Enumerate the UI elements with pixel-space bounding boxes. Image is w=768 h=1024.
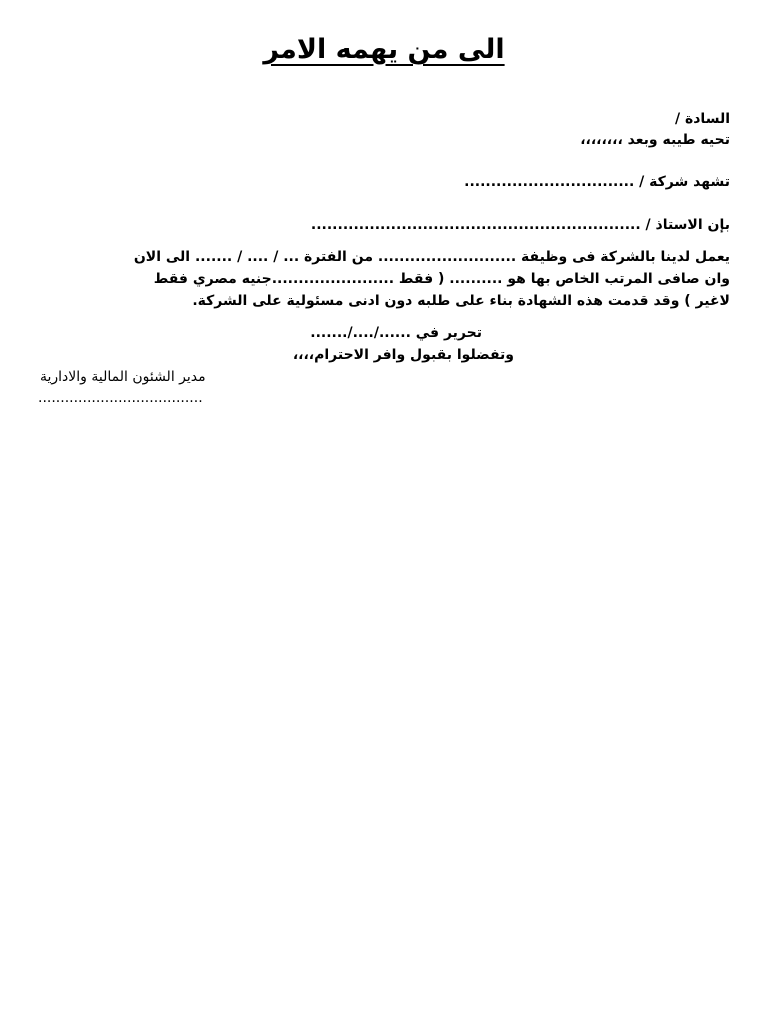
company-line: تشهد شركة / ................................ xyxy=(464,174,730,190)
person-line: بإن الاستاذ / .............................................................. xyxy=(310,217,730,233)
closing-line: وتفضلوا بقبول وافر الاحترام،،،، xyxy=(292,347,514,363)
document-title: الى من يهمه الامر xyxy=(263,34,505,65)
signatory-title: مدير الشئون المالية والادارية xyxy=(40,369,206,385)
date-line: تحرير في ....../..../....... xyxy=(310,325,482,341)
greeting-line: تحيه طيبه وبعد ،،،،،،،، xyxy=(580,132,730,148)
body-line: لاغير ) وقد قدمت هذه الشهادة بناء على طلبه دون ادنى مسئولية على الشركة. xyxy=(192,293,730,309)
body-line: يعمل لدينا بالشركة فى وظيفة .......................... من الفترة ... / .... / ....... الى الان xyxy=(133,249,730,265)
body-line: وان صافى المرتب الخاص بها هو .......... ( فقط .......................جنيه مصري فقط xyxy=(153,271,730,287)
signature-placeholder: ..................................... xyxy=(38,390,203,406)
certificate-body xyxy=(50,246,730,312)
addressee-line: السادة / xyxy=(675,111,730,127)
